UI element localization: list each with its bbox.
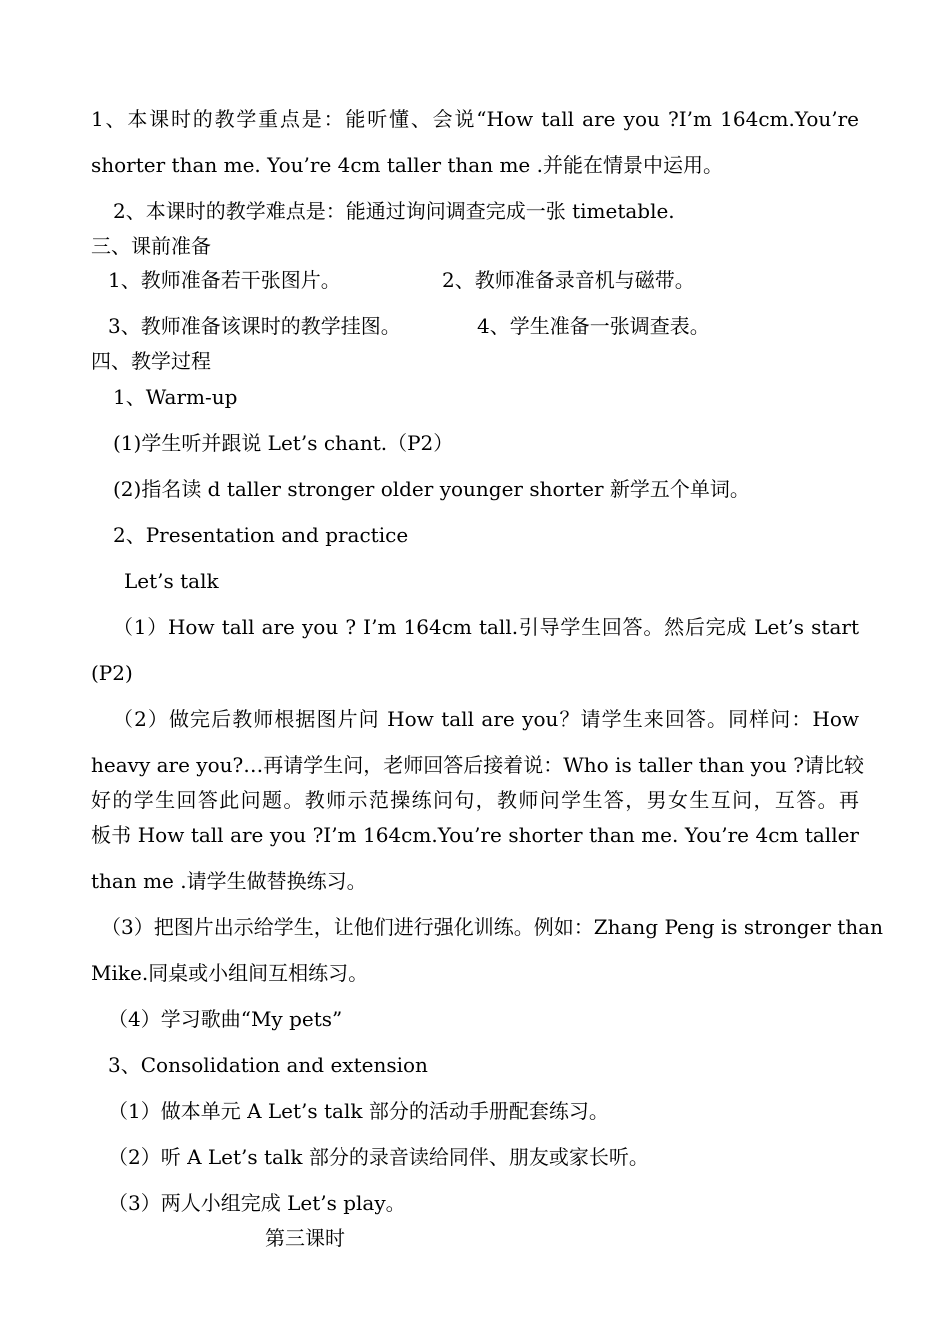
prep-item-3: 3、教师准备该课时的教学挂图。 — [108, 314, 401, 338]
difficulty-line: 2、本课时的教学难点是：能通过询问调查完成一张 timetable. — [113, 199, 675, 223]
presentation-step-3-line-1: （3）把图片出示给学生，让他们进行强化训练。例如：Zhang Peng is stronger than — [101, 915, 883, 939]
section-4-heading: 四、教学过程 — [91, 349, 211, 373]
warmup-title: 1、Warm-up — [113, 385, 238, 409]
presentation-step-2-line-3: 好的学生回答此问题。教师示范操练问句，教师问学生答，男女生互问，互答。再 — [91, 788, 859, 812]
consolidation-item-2: （2）听 A Let’s talk 部分的录音读给同伴、朋友或家长听。 — [108, 1145, 649, 1169]
warmup-item-2: (2)指名读 d taller stronger older younger shorter 新学五个单词。 — [113, 477, 750, 501]
presentation-step-2-line-4: 板书 How tall are you ?I’m 164cm.You’re shorter than me. You’re 4cm taller — [91, 823, 859, 847]
section-3-heading: 三、课前准备 — [91, 234, 211, 258]
prep-item-2: 2、教师准备录音机与磁带。 — [442, 268, 695, 292]
lets-talk-subtitle: Let’s talk — [124, 569, 219, 593]
prep-item-4: 4、学生准备一张调查表。 — [477, 314, 710, 338]
presentation-step-3-line-2: Mike.同桌或小组间互相练习。 — [91, 961, 369, 985]
presentation-step-2-line-2: heavy are you?…再请学生问，老师回答后接着说：Who is taller than you ?请比较 — [91, 753, 864, 777]
key-point-line-2: shorter than me. You’re 4cm taller than me .并能在情景中运用。 — [91, 153, 723, 177]
consolidation-title: 3、Consolidation and extension — [108, 1053, 428, 1077]
presentation-title: 2、Presentation and practice — [113, 523, 409, 547]
key-point-line-1: 1、本课时的教学重点是：能听懂、会说“How tall are you ?I’m 164cm.You’re — [91, 107, 859, 131]
presentation-step-2-line-1: （2）做完后教师根据图片问 How tall are you？请学生来回答。同样问：How — [113, 707, 859, 731]
next-lesson-heading: 第三课时 — [265, 1226, 345, 1250]
presentation-step-4: （4）学习歌曲“My pets” — [108, 1007, 343, 1031]
presentation-step-1-line-1: （1）How tall are you ? I’m 164cm tall.引导学生回答。然后完成 Let’s start — [113, 615, 859, 639]
presentation-step-2-line-5: than me .请学生做替换练习。 — [91, 869, 367, 893]
consolidation-item-1: （1）做本单元 A Let’s talk 部分的活动手册配套练习。 — [108, 1099, 609, 1123]
warmup-item-1: (1)学生听并跟说 Let’s chant.（P2） — [113, 431, 454, 455]
consolidation-item-3: （3）两人小组完成 Let’s play。 — [108, 1191, 406, 1215]
presentation-step-1-line-2: (P2) — [91, 661, 133, 685]
prep-item-1: 1、教师准备若干张图片。 — [108, 268, 341, 292]
